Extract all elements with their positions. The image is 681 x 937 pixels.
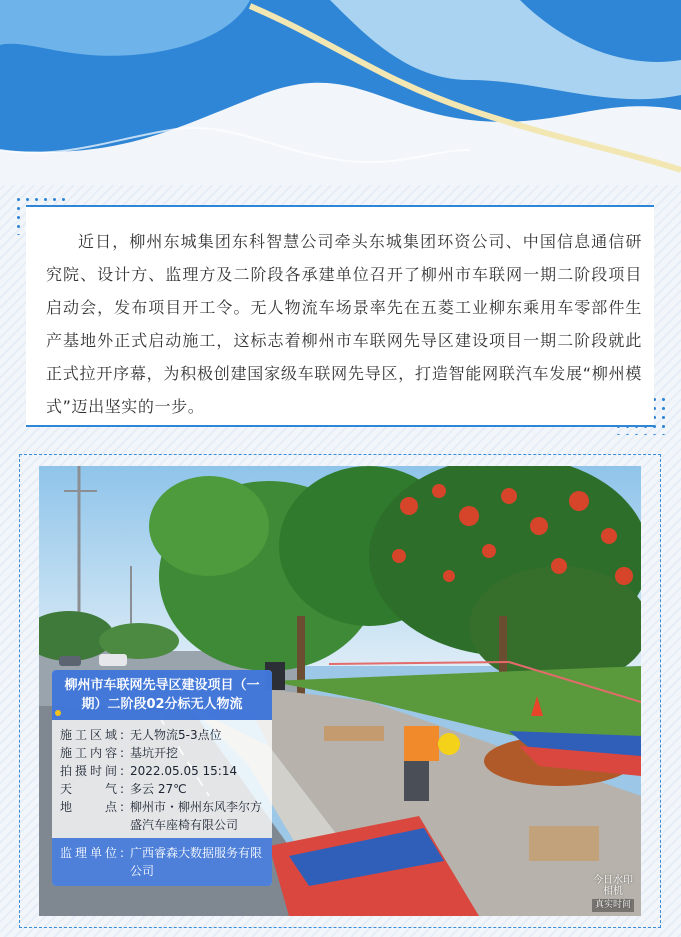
- yellow-dot-icon: [55, 710, 61, 716]
- watermark-row: [60, 780, 264, 798]
- watermark-row: [60, 798, 264, 834]
- watermark-row-value: 多云 27℃: [130, 782, 187, 796]
- camera-logo-badge: 真实时间: [592, 899, 634, 912]
- watermark-row-label: 地 点:: [60, 800, 128, 814]
- watermark-info-rows: [52, 720, 272, 838]
- watermark-row-label: 施工内容:: [60, 746, 128, 760]
- watermark-row-value: 基坑开挖: [130, 746, 179, 760]
- watermark-row-label: 拍摄时间:: [60, 764, 128, 778]
- watermark-row: [60, 744, 264, 762]
- camera-app-logo: [587, 875, 639, 912]
- watermark-supervisor: [52, 838, 272, 886]
- watermark-supervisor-label: 监理单位:: [60, 846, 128, 860]
- watermark-supervisor-value: 广西睿森大数据服务有限公司: [130, 846, 263, 878]
- header-wave-banner: [0, 0, 681, 185]
- watermark-row-label: 天 气:: [60, 782, 128, 796]
- watermark-row-value: 2022.05.05 15:14: [130, 764, 238, 778]
- camera-logo-line1: 今日水印: [593, 875, 633, 886]
- article-text-card: [26, 205, 654, 427]
- watermark-row-label: 施工区域:: [60, 728, 128, 742]
- watermark-row: [60, 762, 264, 780]
- article-paragraph: 近日，柳州东城集团东科智慧公司牵头东城集团环资公司、中国信息通信研究院、设计方、监理方及二阶段各承建单位召开了柳州市车联网一期二阶段项目启动会，发布项目开工令。无人物流车场景率先在五菱工业柳东乘用车零部件生产基地外正式启动施工，这标志着柳州市车联网先导区建设项目一期二阶段就此正式拉开序幕，为积极创建国家级车联网先导区，打造智能网联汽车发展“柳州模式”迈出坚实的一步。: [46, 232, 642, 416]
- camera-logo-line2: 相机: [603, 886, 623, 897]
- watermark-title-text: 柳州市车联网先导区建设项目（一期）二阶段02分标无人物流: [64, 678, 260, 712]
- watermark-row-value: 无人物流5-3点位: [130, 728, 222, 742]
- watermark-row: [60, 726, 264, 744]
- photo-watermark-panel: [52, 670, 272, 886]
- watermark-title: [52, 670, 272, 720]
- watermark-row-value: 柳州市・柳州东风李尔方盛汽车座椅有限公司: [130, 800, 263, 832]
